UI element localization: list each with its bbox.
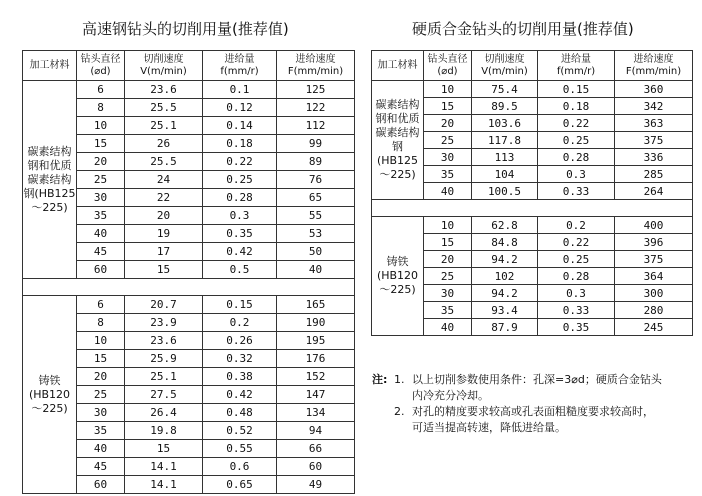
header-diameter [424, 51, 472, 81]
material-line: 钢和优质 [375, 112, 420, 125]
cell-feed: 0.2 [538, 217, 615, 234]
cell-feed-rate: 60 [277, 458, 355, 476]
cell-diameter: 8 [77, 99, 125, 117]
cell-diameter: 25 [424, 132, 472, 149]
cell-feed: 0.3 [203, 207, 277, 225]
cell-feed-rate: 176 [277, 350, 355, 368]
cell-feed-rate: 152 [277, 368, 355, 386]
cell-feed: 0.22 [538, 115, 615, 132]
cell-feed: 0.28 [538, 268, 615, 285]
material-cell [23, 296, 77, 494]
cell-feed-rate: 147 [277, 386, 355, 404]
header-feed-rate [277, 51, 355, 81]
cell-feed: 0.55 [203, 440, 277, 458]
cell-feed-rate: 76 [277, 171, 355, 189]
cell-feed-rate: 364 [615, 268, 693, 285]
cell-speed: 84.8 [472, 234, 538, 251]
cell-diameter: 6 [77, 296, 125, 314]
cell-feed: 0.32 [203, 350, 277, 368]
header-cutting-speed [472, 51, 538, 81]
cell-feed-rate: 396 [615, 234, 693, 251]
cell-feed: 0.33 [538, 183, 615, 200]
header-feed [538, 51, 615, 81]
cell-feed: 0.38 [203, 368, 277, 386]
cell-feed-rate: 280 [615, 302, 693, 319]
cell-speed: 15 [125, 261, 203, 279]
cell-speed: 15 [125, 440, 203, 458]
material-line: (HB120 [28, 387, 71, 401]
material-cell [372, 217, 424, 336]
cell-diameter: 20 [77, 153, 125, 171]
cell-diameter: 10 [424, 217, 472, 234]
cell-feed-rate: 40 [277, 261, 355, 279]
cell-speed: 75.4 [472, 81, 538, 98]
header-diameter-line2: (⌀d) [437, 65, 458, 77]
header-diameter [77, 51, 125, 81]
header-feed-line2: f(mm/r) [556, 65, 596, 77]
cell-feed: 0.12 [203, 99, 277, 117]
left-table-title: 高速钢钻头的切削用量(推荐值) [82, 20, 289, 38]
cell-speed: 102 [472, 268, 538, 285]
cell-diameter: 30 [424, 149, 472, 166]
cell-feed-rate: 400 [615, 217, 693, 234]
cell-feed-rate: 94 [277, 422, 355, 440]
cell-diameter: 10 [77, 117, 125, 135]
cell-diameter: 10 [77, 332, 125, 350]
cell-diameter: 15 [424, 234, 472, 251]
cell-feed-rate: 99 [277, 135, 355, 153]
cell-feed: 0.33 [538, 302, 615, 319]
header-feed-rate-line2: F(mm/min) [287, 65, 344, 77]
table-row [23, 296, 355, 314]
header-feed-rate [615, 51, 693, 81]
material-line: ～225) [31, 200, 68, 214]
material-line: 碳素结构 [375, 126, 420, 139]
cell-diameter: 60 [77, 261, 125, 279]
cell-feed: 0.1 [203, 81, 277, 99]
cell-feed-rate: 190 [277, 314, 355, 332]
cell-feed-rate: 50 [277, 243, 355, 261]
header-row [23, 51, 355, 81]
right-table-title: 硬质合金钻头的切削用量(推荐值) [412, 20, 634, 38]
cell-speed: 27.5 [125, 386, 203, 404]
material-line: 碳素结构 [27, 172, 72, 186]
cell-feed-rate: 112 [277, 117, 355, 135]
hss-drill-table [22, 50, 355, 494]
cell-diameter: 40 [424, 183, 472, 200]
cell-feed: 0.28 [203, 189, 277, 207]
cell-feed-rate: 55 [277, 207, 355, 225]
material-line: 钢和优质 [27, 158, 72, 172]
header-diameter-line1: 钻头直径 [80, 53, 121, 65]
cell-feed-rate: 65 [277, 189, 355, 207]
header-diameter-line2: (⌀d) [90, 65, 111, 77]
note-item-1-cont [372, 388, 692, 404]
material-line: 铸铁 [386, 255, 409, 268]
cell-speed: 94.2 [472, 285, 538, 302]
cell-diameter: 60 [77, 476, 125, 494]
cell-speed: 24 [125, 171, 203, 189]
cell-diameter: 40 [77, 440, 125, 458]
cell-speed: 93.4 [472, 302, 538, 319]
cell-feed-rate: 134 [277, 404, 355, 422]
material-line: (HB120 [376, 269, 419, 282]
cell-diameter: 15 [77, 135, 125, 153]
group-separator [372, 200, 693, 217]
note-item-2-cont [372, 420, 692, 436]
cell-feed-rate: 360 [615, 81, 693, 98]
material-line: ～225) [379, 168, 416, 181]
cell-speed: 26.4 [125, 404, 203, 422]
cell-diameter: 40 [77, 225, 125, 243]
cell-speed: 87.9 [472, 319, 538, 336]
group-separator [23, 279, 355, 296]
cell-speed: 62.8 [472, 217, 538, 234]
cell-diameter: 45 [77, 243, 125, 261]
cell-speed: 19.8 [125, 422, 203, 440]
cell-speed: 113 [472, 149, 538, 166]
header-row [372, 51, 693, 81]
cell-feed: 0.25 [203, 171, 277, 189]
cell-feed-rate: 363 [615, 115, 693, 132]
cell-feed: 0.42 [203, 386, 277, 404]
cell-feed-rate: 89 [277, 153, 355, 171]
header-cutting-speed-line1: 切削速度 [484, 53, 525, 65]
material-cell [23, 81, 77, 279]
note-text: 内冷充分冷却。 [412, 389, 489, 402]
cell-feed: 0.25 [538, 251, 615, 268]
cell-diameter: 15 [424, 98, 472, 115]
header-cutting-speed [125, 51, 203, 81]
table-row [23, 81, 355, 99]
cell-diameter: 25 [424, 268, 472, 285]
cell-feed-rate: 342 [615, 98, 693, 115]
cell-diameter: 8 [77, 314, 125, 332]
carbide-drill-table [371, 50, 693, 336]
cell-feed-rate: 195 [277, 332, 355, 350]
header-feed-line1: 进给量 [561, 53, 591, 65]
header-feed-line2: f(mm/r) [220, 65, 259, 77]
cell-speed: 22 [125, 189, 203, 207]
cell-feed: 0.52 [203, 422, 277, 440]
header-feed [203, 51, 277, 81]
cell-diameter: 10 [424, 81, 472, 98]
cell-speed: 23.6 [125, 81, 203, 99]
cell-speed: 25.5 [125, 153, 203, 171]
cell-feed: 0.3 [538, 285, 615, 302]
cell-feed: 0.3 [538, 166, 615, 183]
cell-speed: 20.7 [125, 296, 203, 314]
material-line: ～225) [379, 283, 416, 296]
cell-feed: 0.2 [203, 314, 277, 332]
header-feed-line1: 进给量 [224, 53, 255, 65]
cell-speed: 25.1 [125, 368, 203, 386]
cell-feed: 0.15 [538, 81, 615, 98]
cell-feed: 0.6 [203, 458, 277, 476]
cell-diameter: 6 [77, 81, 125, 99]
material-line: ～225) [31, 401, 68, 415]
note-text: 对孔的精度要求较高或孔表面粗糙度要求较高时， [412, 405, 654, 418]
cell-feed-rate: 245 [615, 319, 693, 336]
note-number: 1. [394, 373, 405, 386]
note-number: 2. [394, 405, 405, 418]
cell-feed-rate: 66 [277, 440, 355, 458]
notes-block [372, 372, 692, 436]
cell-feed: 0.15 [203, 296, 277, 314]
cell-feed: 0.14 [203, 117, 277, 135]
cell-speed: 25.1 [125, 117, 203, 135]
cell-feed-rate: 285 [615, 166, 693, 183]
table-row [372, 217, 693, 234]
cell-diameter: 30 [77, 404, 125, 422]
separator-cell [23, 279, 355, 296]
cell-diameter: 35 [77, 422, 125, 440]
material-line: 钢(HB125 [376, 140, 419, 167]
cell-feed: 0.48 [203, 404, 277, 422]
cell-speed: 23.6 [125, 332, 203, 350]
header-feed-rate-line1: 进给速度 [295, 53, 336, 65]
cell-feed-rate: 122 [277, 99, 355, 117]
cell-feed: 0.35 [538, 319, 615, 336]
cell-speed: 117.8 [472, 132, 538, 149]
cell-diameter: 20 [424, 251, 472, 268]
cell-feed-rate: 125 [277, 81, 355, 99]
cell-diameter: 35 [424, 166, 472, 183]
cell-speed: 89.5 [472, 98, 538, 115]
cell-feed: 0.5 [203, 261, 277, 279]
cell-diameter: 20 [77, 368, 125, 386]
cell-speed: 25.9 [125, 350, 203, 368]
cell-diameter: 45 [77, 458, 125, 476]
material-cell [372, 81, 424, 200]
cell-feed-rate: 375 [615, 251, 693, 268]
material-line: 铸铁 [38, 373, 61, 387]
cell-speed: 26 [125, 135, 203, 153]
cell-feed: 0.65 [203, 476, 277, 494]
cell-feed: 0.18 [203, 135, 277, 153]
cell-feed-rate: 336 [615, 149, 693, 166]
cell-feed-rate: 165 [277, 296, 355, 314]
header-cutting-speed-line2: V(m/min) [140, 65, 187, 77]
separator-cell [372, 200, 693, 217]
cell-feed: 0.28 [538, 149, 615, 166]
note-item-1 [372, 372, 692, 388]
notes-label: 注: [372, 373, 388, 386]
table-row [372, 81, 693, 98]
cell-speed: 20 [125, 207, 203, 225]
cell-feed-rate: 264 [615, 183, 693, 200]
cell-feed-rate: 53 [277, 225, 355, 243]
cell-diameter: 20 [424, 115, 472, 132]
material-line: 碳素结构 [375, 98, 420, 111]
header-feed-rate-line2: F(mm/min) [625, 65, 682, 77]
cell-diameter: 30 [424, 285, 472, 302]
cell-diameter: 15 [77, 350, 125, 368]
cell-feed: 0.25 [538, 132, 615, 149]
cell-diameter: 25 [77, 171, 125, 189]
header-cutting-speed-line1: 切削速度 [143, 53, 184, 65]
cell-feed-rate: 375 [615, 132, 693, 149]
cell-speed: 23.9 [125, 314, 203, 332]
cell-speed: 103.6 [472, 115, 538, 132]
cell-speed: 14.1 [125, 458, 203, 476]
cell-diameter: 25 [77, 386, 125, 404]
cell-feed: 0.22 [538, 234, 615, 251]
cell-feed: 0.26 [203, 332, 277, 350]
cell-diameter: 35 [424, 302, 472, 319]
note-text: 以上切削参数使用条件：孔深=3⌀d；硬质合金钻头 [412, 373, 662, 386]
cell-diameter: 35 [77, 207, 125, 225]
header-diameter-line1: 钻头直径 [427, 53, 468, 65]
cell-speed: 17 [125, 243, 203, 261]
cell-speed: 104 [472, 166, 538, 183]
cell-speed: 19 [125, 225, 203, 243]
cell-speed: 25.5 [125, 99, 203, 117]
cell-feed: 0.42 [203, 243, 277, 261]
cell-speed: 100.5 [472, 183, 538, 200]
cell-feed: 0.22 [203, 153, 277, 171]
cell-feed: 0.35 [203, 225, 277, 243]
cell-feed-rate: 300 [615, 285, 693, 302]
note-text: 可适当提高转速，降低进给量。 [412, 421, 566, 434]
cell-speed: 94.2 [472, 251, 538, 268]
cell-diameter: 30 [77, 189, 125, 207]
material-line: 钢(HB125 [23, 186, 76, 200]
cell-diameter: 40 [424, 319, 472, 336]
header-material: 加工材料 [23, 51, 77, 81]
cell-feed: 0.18 [538, 98, 615, 115]
header-feed-rate-line1: 进给速度 [633, 53, 674, 65]
header-cutting-speed-line2: V(m/min) [481, 65, 528, 77]
note-item-2 [372, 404, 692, 420]
cell-speed: 14.1 [125, 476, 203, 494]
material-line: 碳素结构 [27, 144, 72, 158]
cell-feed-rate: 49 [277, 476, 355, 494]
header-material: 加工材料 [372, 51, 424, 81]
